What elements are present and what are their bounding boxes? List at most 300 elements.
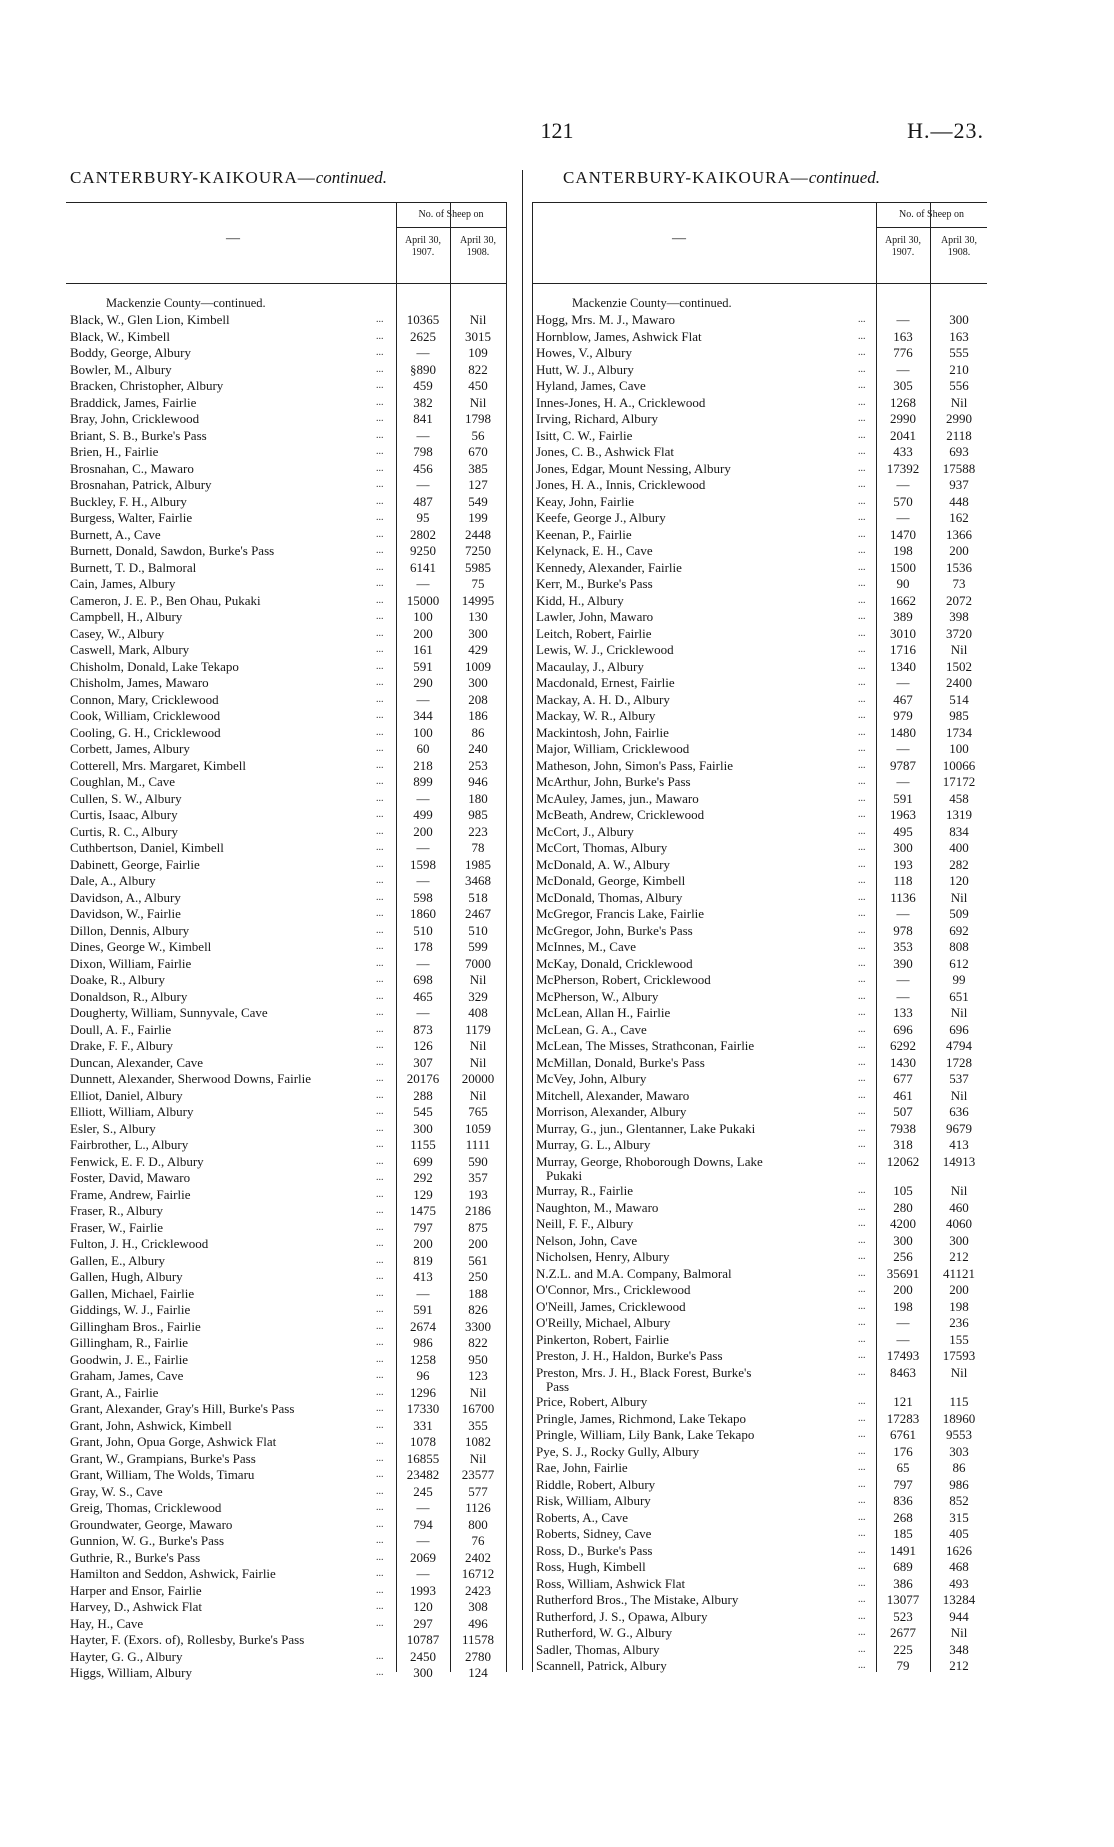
table-row [66, 1517, 506, 1534]
table-row [532, 1460, 987, 1477]
sheep-count-1907: — [416, 576, 430, 591]
owner-name: Preston, Mrs. J. H., Black Forest, Burke's [536, 1364, 752, 1380]
table-row [532, 1088, 987, 1105]
sheep-count-1908: 16700 [461, 1401, 495, 1416]
owner-name: McBeath, Andrew, Cricklewood [536, 807, 705, 822]
sheep-count-1907: 1716 [890, 642, 916, 657]
sheep-count-1908: 518 [468, 889, 488, 905]
table-row [532, 758, 987, 775]
sheep-count-1908: 9553 [946, 1427, 972, 1442]
sheep-count-1907: — [416, 691, 430, 707]
sheep-count-1908: 41121 [942, 1265, 976, 1281]
owner-name: Cain, James, Albury [70, 576, 176, 591]
owner-name: Hogg, Mrs. M. J., Mawaro [536, 312, 676, 327]
owner-name: McKay, Donald, Cricklewood [536, 955, 693, 971]
sheep-count-1908: 1319 [946, 807, 972, 822]
sheep-count-1907: 776 [893, 345, 913, 360]
table-row [66, 1121, 506, 1138]
owner-name: Grant, Alexander, Gray's Hill, Burke's Pass [70, 1401, 295, 1416]
sheep-count-1908: 599 [468, 939, 488, 954]
sheep-count-1908: 250 [468, 1269, 488, 1284]
leader-dots: ... [376, 1007, 384, 1018]
sheep-count-1908: 822 [468, 1335, 488, 1350]
owner-name: Lewis, W. J., Cricklewood [536, 642, 674, 657]
sheep-count-1908: 986 [949, 1476, 969, 1492]
sheep-count-1907: 1155 [410, 1137, 436, 1152]
sheep-count-1907: 1340 [890, 658, 916, 674]
table-row [532, 461, 987, 478]
sheep-count-1907: 318 [893, 1137, 913, 1152]
leader-dots: ... [858, 1056, 866, 1068]
table-row [532, 345, 987, 362]
sheep-count-1908: 400 [949, 840, 969, 855]
owner-name-continued: Pass [546, 1381, 570, 1393]
sheep-count-1908: 11578 [461, 1632, 495, 1647]
owner-name: Casey, W., Albury [70, 625, 165, 641]
table-row [532, 906, 987, 923]
owner-name: McPherson, W., Albury [536, 988, 659, 1004]
sheep-count-1907: 290 [413, 675, 433, 690]
table-row [532, 1510, 987, 1527]
sheep-count-1907: 17392 [886, 460, 920, 476]
leader-dots: ... [858, 825, 866, 837]
sheep-count-1907: 120 [413, 1599, 433, 1614]
sheep-count-1908: Nil [950, 889, 968, 905]
leader-dots: ... [858, 858, 866, 870]
leader-dots: ... [376, 1403, 384, 1414]
leader-dots: ... [858, 1511, 866, 1523]
owner-name: Grant, John, Ashwick, Kimbell [70, 1417, 232, 1433]
sheep-count-1907: 1993 [410, 1582, 436, 1598]
leader-dots: ... [858, 1577, 866, 1589]
table-row [66, 1137, 506, 1154]
table-row [532, 956, 987, 973]
owner-name: Ross, William, Ashwick Flat [536, 1575, 686, 1591]
leader-dots: ... [376, 594, 384, 606]
sheep-count-1907: 218 [413, 757, 433, 773]
table-row [66, 543, 506, 560]
sheep-count-1908: 20000 [461, 1071, 495, 1086]
leader-dots: ... [858, 1429, 866, 1440]
table-row [66, 1187, 506, 1204]
owner-name: Curtis, R. C., Albury [70, 823, 178, 839]
sheep-count-1908: 5985 [465, 559, 491, 575]
leader-dots: ... [858, 726, 866, 738]
owner-name: Pye, S. J., Rocky Gully, Albury [536, 1443, 700, 1459]
table-row [532, 1576, 987, 1593]
leader-dots: ... [376, 957, 384, 969]
sheep-count-1908: 2400 [946, 675, 972, 690]
sheep-count-1908: 450 [468, 378, 488, 393]
sheep-count-1907: — [896, 510, 910, 525]
owner-name: Drake, F. F., Albury [70, 1038, 173, 1053]
sheep-count-1908: 590 [468, 1153, 488, 1169]
sheep-count-1908: 9679 [946, 1120, 972, 1136]
sheep-count-1908: 2780 [465, 1648, 491, 1664]
owner-name: Brosnahan, C., Mawaro [70, 460, 194, 476]
owner-name: Kennedy, Alexander, Fairlie [536, 559, 682, 575]
owner-name: Gillingham, R., Fairlie [70, 1335, 189, 1350]
sheep-count-1907: 570 [893, 493, 913, 509]
sheep-count-1908: 3015 [465, 328, 491, 344]
sheep-count-1908: Nil [950, 1087, 968, 1103]
sheep-count-1908: 696 [949, 1021, 969, 1037]
owner-name: Briant, S. B., Burke's Pass [70, 427, 207, 443]
owner-name: Mackintosh, John, Fairlie [536, 724, 669, 740]
owner-name: Foster, David, Mawaro [70, 1170, 191, 1185]
owner-name: Gunnion, W. G., Burke's Pass [70, 1533, 225, 1548]
table-row [532, 1543, 987, 1560]
owner-name: Pringle, James, Richmond, Lake Tekapo [536, 1410, 747, 1426]
sheep-count-1908: 200 [468, 1236, 488, 1251]
table-row [66, 1253, 506, 1270]
sheep-count-1907: 15000 [406, 592, 440, 608]
table-row [66, 411, 506, 428]
leader-dots: ... [858, 660, 866, 672]
leader-dots: ... [376, 1584, 384, 1596]
leader-dots: ... [858, 1073, 866, 1084]
sheep-count-1908: Nil [469, 394, 487, 410]
owner-name: Boddy, George, Albury [70, 345, 191, 360]
owner-name: Dougherty, William, Sunnyvale, Cave [70, 1005, 268, 1020]
sheep-count-1908: 120 [949, 873, 969, 888]
sheep-count-1908: 670 [468, 444, 488, 459]
sheep-count-1907: — [896, 972, 910, 987]
sheep-count-1907: — [416, 1533, 430, 1548]
sheep-count-1908: 2402 [465, 1549, 491, 1565]
left-header-dash: — [226, 231, 240, 246]
owner-name: Corbett, James, Albury [70, 741, 190, 756]
leader-dots: ... [858, 578, 866, 589]
sheep-count-1907: 699 [413, 1153, 433, 1169]
table-row [66, 956, 506, 973]
sheep-count-1908: 946 [468, 774, 488, 789]
sheep-count-1908: 537 [949, 1071, 969, 1086]
table-row [66, 1005, 506, 1022]
sheep-count-1908: 308 [468, 1599, 488, 1614]
sheep-count-1907: 467 [893, 691, 913, 707]
sheep-count-1907: 300 [893, 840, 913, 855]
leader-dots: ... [376, 726, 384, 738]
leader-dots: ... [858, 1643, 866, 1655]
leader-dots: ... [858, 413, 866, 424]
leader-dots: ... [858, 677, 866, 688]
leader-dots: ... [858, 776, 866, 787]
table-row [532, 1427, 987, 1444]
leader-dots: ... [376, 363, 384, 375]
sheep-count-1907: 899 [413, 774, 433, 789]
sheep-count-1907: 841 [413, 411, 433, 426]
owner-name: McArthur, John, Burke's Pass [536, 774, 691, 789]
leader-dots: ... [376, 710, 384, 721]
table-row [66, 857, 506, 874]
leader-dots: ... [858, 1445, 866, 1457]
sheep-count-1907: 1491 [890, 1542, 916, 1558]
table-row [66, 510, 506, 527]
sheep-count-1907: 200 [413, 823, 433, 839]
table-row [66, 1055, 506, 1072]
right-header-1908: April 30, 1908. [940, 235, 978, 258]
sheep-count-1907: 161 [413, 642, 433, 657]
owner-name: Rae, John, Fairlie [536, 1460, 628, 1475]
right-table-header [532, 202, 987, 284]
owner-name: McGregor, John, Burke's Pass [536, 922, 693, 938]
leader-dots: ... [376, 611, 384, 622]
sheep-count-1907: 305 [893, 378, 913, 393]
table-row [66, 840, 506, 857]
owner-name: Dunnett, Alexander, Sherwood Downs, Fairlie [70, 1071, 312, 1086]
leader-dots: ... [858, 710, 866, 721]
table-row [532, 1266, 987, 1283]
table-row [66, 428, 506, 445]
owner-name: Graham, James, Cave [70, 1368, 184, 1383]
leader-dots: ... [376, 776, 384, 787]
sheep-count-1907: 10787 [406, 1632, 440, 1647]
table-row [66, 1220, 506, 1237]
owner-name: Giddings, W. J., Fairlie [70, 1302, 191, 1317]
table-row [66, 1088, 506, 1105]
owner-name: Guthrie, R., Burke's Pass [70, 1549, 201, 1565]
sheep-count-1907: 1430 [890, 1054, 916, 1070]
table-row [532, 1477, 987, 1494]
sheep-count-1907: 3010 [890, 625, 916, 641]
owner-name: Brosnahan, Patrick, Albury [70, 477, 212, 492]
table-row [66, 1269, 506, 1286]
sheep-count-1908: 1179 [465, 1021, 491, 1037]
sheep-count-1907: 17493 [886, 1348, 920, 1363]
sheep-count-1907: — [896, 1315, 910, 1330]
sheep-count-1908: Nil [950, 1183, 968, 1198]
sheep-count-1908: 198 [949, 1298, 969, 1314]
leader-dots: ... [376, 512, 384, 523]
sheep-count-1908: 17172 [942, 774, 976, 789]
leader-dots: ... [376, 314, 384, 325]
sheep-count-1907: 17330 [406, 1401, 440, 1416]
owner-name: Risk, William, Albury [536, 1493, 651, 1508]
table-row [532, 1526, 987, 1543]
table-row [66, 1170, 506, 1187]
leader-dots: ... [376, 891, 384, 903]
leader-dots: ... [376, 1601, 384, 1612]
owner-name: Keay, John, Fairlie [536, 493, 635, 509]
leader-dots: ... [376, 1287, 384, 1299]
owner-name: Donaldson, R., Albury [70, 988, 188, 1004]
leader-dots: ... [858, 1528, 866, 1539]
sheep-count-1908: 2072 [946, 592, 972, 608]
table-row [66, 477, 506, 494]
leader-dots: ... [858, 528, 866, 540]
table-row [532, 477, 987, 494]
leader-dots: ... [376, 1205, 384, 1216]
owner-name: Dabinett, George, Fairlie [70, 856, 200, 872]
leader-dots: ... [858, 644, 866, 655]
leader-dots: ... [376, 1271, 384, 1282]
sheep-count-1908: 555 [949, 345, 969, 360]
owner-name: Pringle, William, Lily Bank, Lake Tekapo [536, 1427, 755, 1442]
sheep-count-1908: 300 [468, 675, 488, 690]
owner-name: Morrison, Alexander, Albury [536, 1104, 687, 1119]
leader-dots: ... [858, 957, 866, 969]
table-row [66, 461, 506, 478]
leader-dots: ... [858, 1218, 866, 1229]
owner-name: Burnett, A., Cave [70, 526, 161, 542]
table-row [66, 378, 506, 395]
sheep-count-1907: — [896, 477, 910, 492]
sheep-count-1907: — [416, 477, 430, 492]
sheep-count-1907: 35691 [886, 1265, 920, 1281]
owner-name: Coughlan, M., Cave [70, 774, 176, 789]
leader-dots: ... [376, 1353, 384, 1365]
owner-name: Leitch, Robert, Fairlie [536, 625, 652, 641]
owner-name: Caswell, Mark, Albury [70, 642, 190, 657]
sheep-count-1907: — [416, 345, 430, 360]
sheep-count-1908: 56 [471, 427, 485, 443]
leader-dots: ... [858, 1267, 866, 1279]
owner-name: Cuthbertson, Daniel, Kimbell [70, 840, 224, 855]
sheep-count-1907: — [896, 774, 910, 789]
table-row [66, 1583, 506, 1600]
sheep-count-1907: 510 [413, 922, 433, 938]
leader-dots: ... [858, 1495, 866, 1506]
table-row [532, 395, 987, 412]
leader-dots: ... [858, 363, 866, 375]
leader-dots: ... [376, 792, 384, 804]
leader-dots: ... [858, 1139, 866, 1150]
owner-name: Nicholsen, Henry, Albury [536, 1249, 670, 1264]
leader-dots: ... [858, 693, 866, 705]
sheep-count-1907: 200 [413, 625, 433, 641]
leader-dots: ... [858, 314, 866, 325]
sheep-count-1908: 1798 [465, 411, 491, 426]
sheep-count-1907: 696 [893, 1021, 913, 1037]
leader-dots: ... [858, 924, 866, 936]
sheep-count-1907: 297 [413, 1615, 433, 1631]
sheep-count-1907: 677 [893, 1071, 913, 1086]
leader-dots: ... [376, 495, 384, 507]
sheep-count-1907: — [896, 1331, 910, 1347]
sheep-count-1908: Nil [950, 1364, 968, 1380]
leader-dots: ... [858, 479, 866, 490]
sheep-count-1908: 549 [468, 493, 488, 509]
sheep-count-1908: 612 [949, 955, 969, 971]
table-row [532, 923, 987, 940]
leader-dots: ... [376, 413, 384, 424]
sheep-count-1908: 14913 [942, 1153, 976, 1169]
sheep-count-1908: 693 [949, 444, 969, 459]
table-row [66, 708, 506, 725]
table-row [532, 1121, 987, 1138]
leader-dots: ... [858, 1251, 866, 1262]
sheep-count-1907: 129 [413, 1186, 433, 1202]
table-row [66, 1154, 506, 1171]
leader-dots: ... [376, 1089, 384, 1101]
sheep-count-1908: 300 [468, 625, 488, 641]
table-row [532, 1154, 987, 1171]
sheep-count-1907: 390 [893, 955, 913, 971]
sheep-count-1907: — [416, 873, 430, 888]
owner-name: Hayter, F. (Exors. of), Rollesby, Burke's Pass [70, 1632, 305, 1647]
leader-dots: ... [858, 1201, 866, 1213]
owner-name: Price, Robert, Albury [536, 1394, 648, 1409]
sheep-count-1907: 487 [413, 493, 433, 509]
owner-name: Cameron, J. E. P., Ben Ohau, Pukaki [70, 592, 261, 608]
sheep-count-1908: 509 [949, 906, 969, 921]
leader-dots: ... [376, 545, 384, 556]
leader-dots: ... [376, 941, 384, 952]
right-section-title [563, 168, 880, 188]
sheep-count-1907: 133 [893, 1005, 913, 1020]
table-row [66, 1500, 506, 1517]
owner-name: O'Reilly, Michael, Albury [536, 1315, 671, 1330]
owner-name: O'Neill, James, Cricklewood [536, 1298, 686, 1314]
table-row [532, 312, 987, 329]
leader-dots: ... [858, 891, 866, 903]
sheep-count-1908: 944 [949, 1608, 969, 1624]
table-row [532, 725, 987, 742]
leader-dots: ... [858, 1122, 866, 1134]
leader-dots: ... [858, 1155, 866, 1167]
sheep-count-1907: 1268 [890, 394, 916, 410]
sheep-count-1907: 1475 [410, 1203, 436, 1218]
sheep-count-1907: 6761 [890, 1427, 916, 1442]
sheep-count-1908: 17588 [942, 460, 976, 476]
sheep-count-1907: 20176 [406, 1071, 440, 1086]
leader-dots: ... [858, 429, 866, 441]
sheep-count-1907: 382 [413, 394, 433, 410]
sheep-count-1907: 545 [413, 1104, 433, 1119]
owner-name: Burnett, T. D., Balmoral [70, 559, 197, 575]
table-row [532, 1625, 987, 1642]
owner-name: McAuley, James, jun., Mawaro [536, 790, 699, 806]
sheep-count-1907: 17283 [886, 1410, 920, 1426]
owner-name: McGregor, Francis Lake, Fairlie [536, 906, 705, 921]
sheep-count-1908: 212 [949, 1658, 969, 1673]
sheep-count-1907: 1470 [890, 526, 916, 542]
owner-name: Braddick, James, Fairlie [70, 394, 197, 410]
owner-name: Grant, John, Opua Gorge, Ashwick Flat [70, 1434, 277, 1449]
table-row [66, 345, 506, 362]
sheep-count-1907: 698 [413, 972, 433, 987]
sheep-count-1907: 198 [893, 1298, 913, 1314]
table-row [532, 444, 987, 461]
sheep-count-1907: — [896, 906, 910, 921]
right-header-1907: April 30, 1907. [884, 235, 922, 258]
sheep-count-1907: 23482 [406, 1467, 440, 1482]
table-row [532, 1071, 987, 1088]
sheep-count-1908: 7250 [465, 543, 491, 558]
owner-name: McDonald, A. W., Albury [536, 856, 670, 872]
table-row [66, 1104, 506, 1121]
leader-dots: ... [376, 1073, 384, 1084]
sheep-count-1907: 797 [413, 1219, 433, 1235]
sheep-count-1908: 348 [949, 1641, 969, 1657]
sheep-count-1908: 13284 [942, 1592, 976, 1607]
owner-name: McCort, J., Albury [536, 823, 634, 839]
page-number: 121 [540, 118, 574, 143]
sheep-count-1907: 100 [413, 609, 433, 624]
owner-name: Burgess, Walter, Fairlie [70, 510, 193, 525]
leader-dots: ... [376, 693, 384, 705]
leader-dots: ... [376, 1436, 384, 1447]
leader-dots: ... [858, 561, 866, 573]
sheep-count-1907: 2674 [410, 1318, 436, 1334]
sheep-count-1908: 86 [952, 1460, 966, 1475]
table-row [66, 1467, 506, 1484]
table-row [532, 1038, 987, 1055]
leader-dots: ... [858, 1284, 866, 1295]
table-row [532, 642, 987, 659]
table-row [66, 972, 506, 989]
